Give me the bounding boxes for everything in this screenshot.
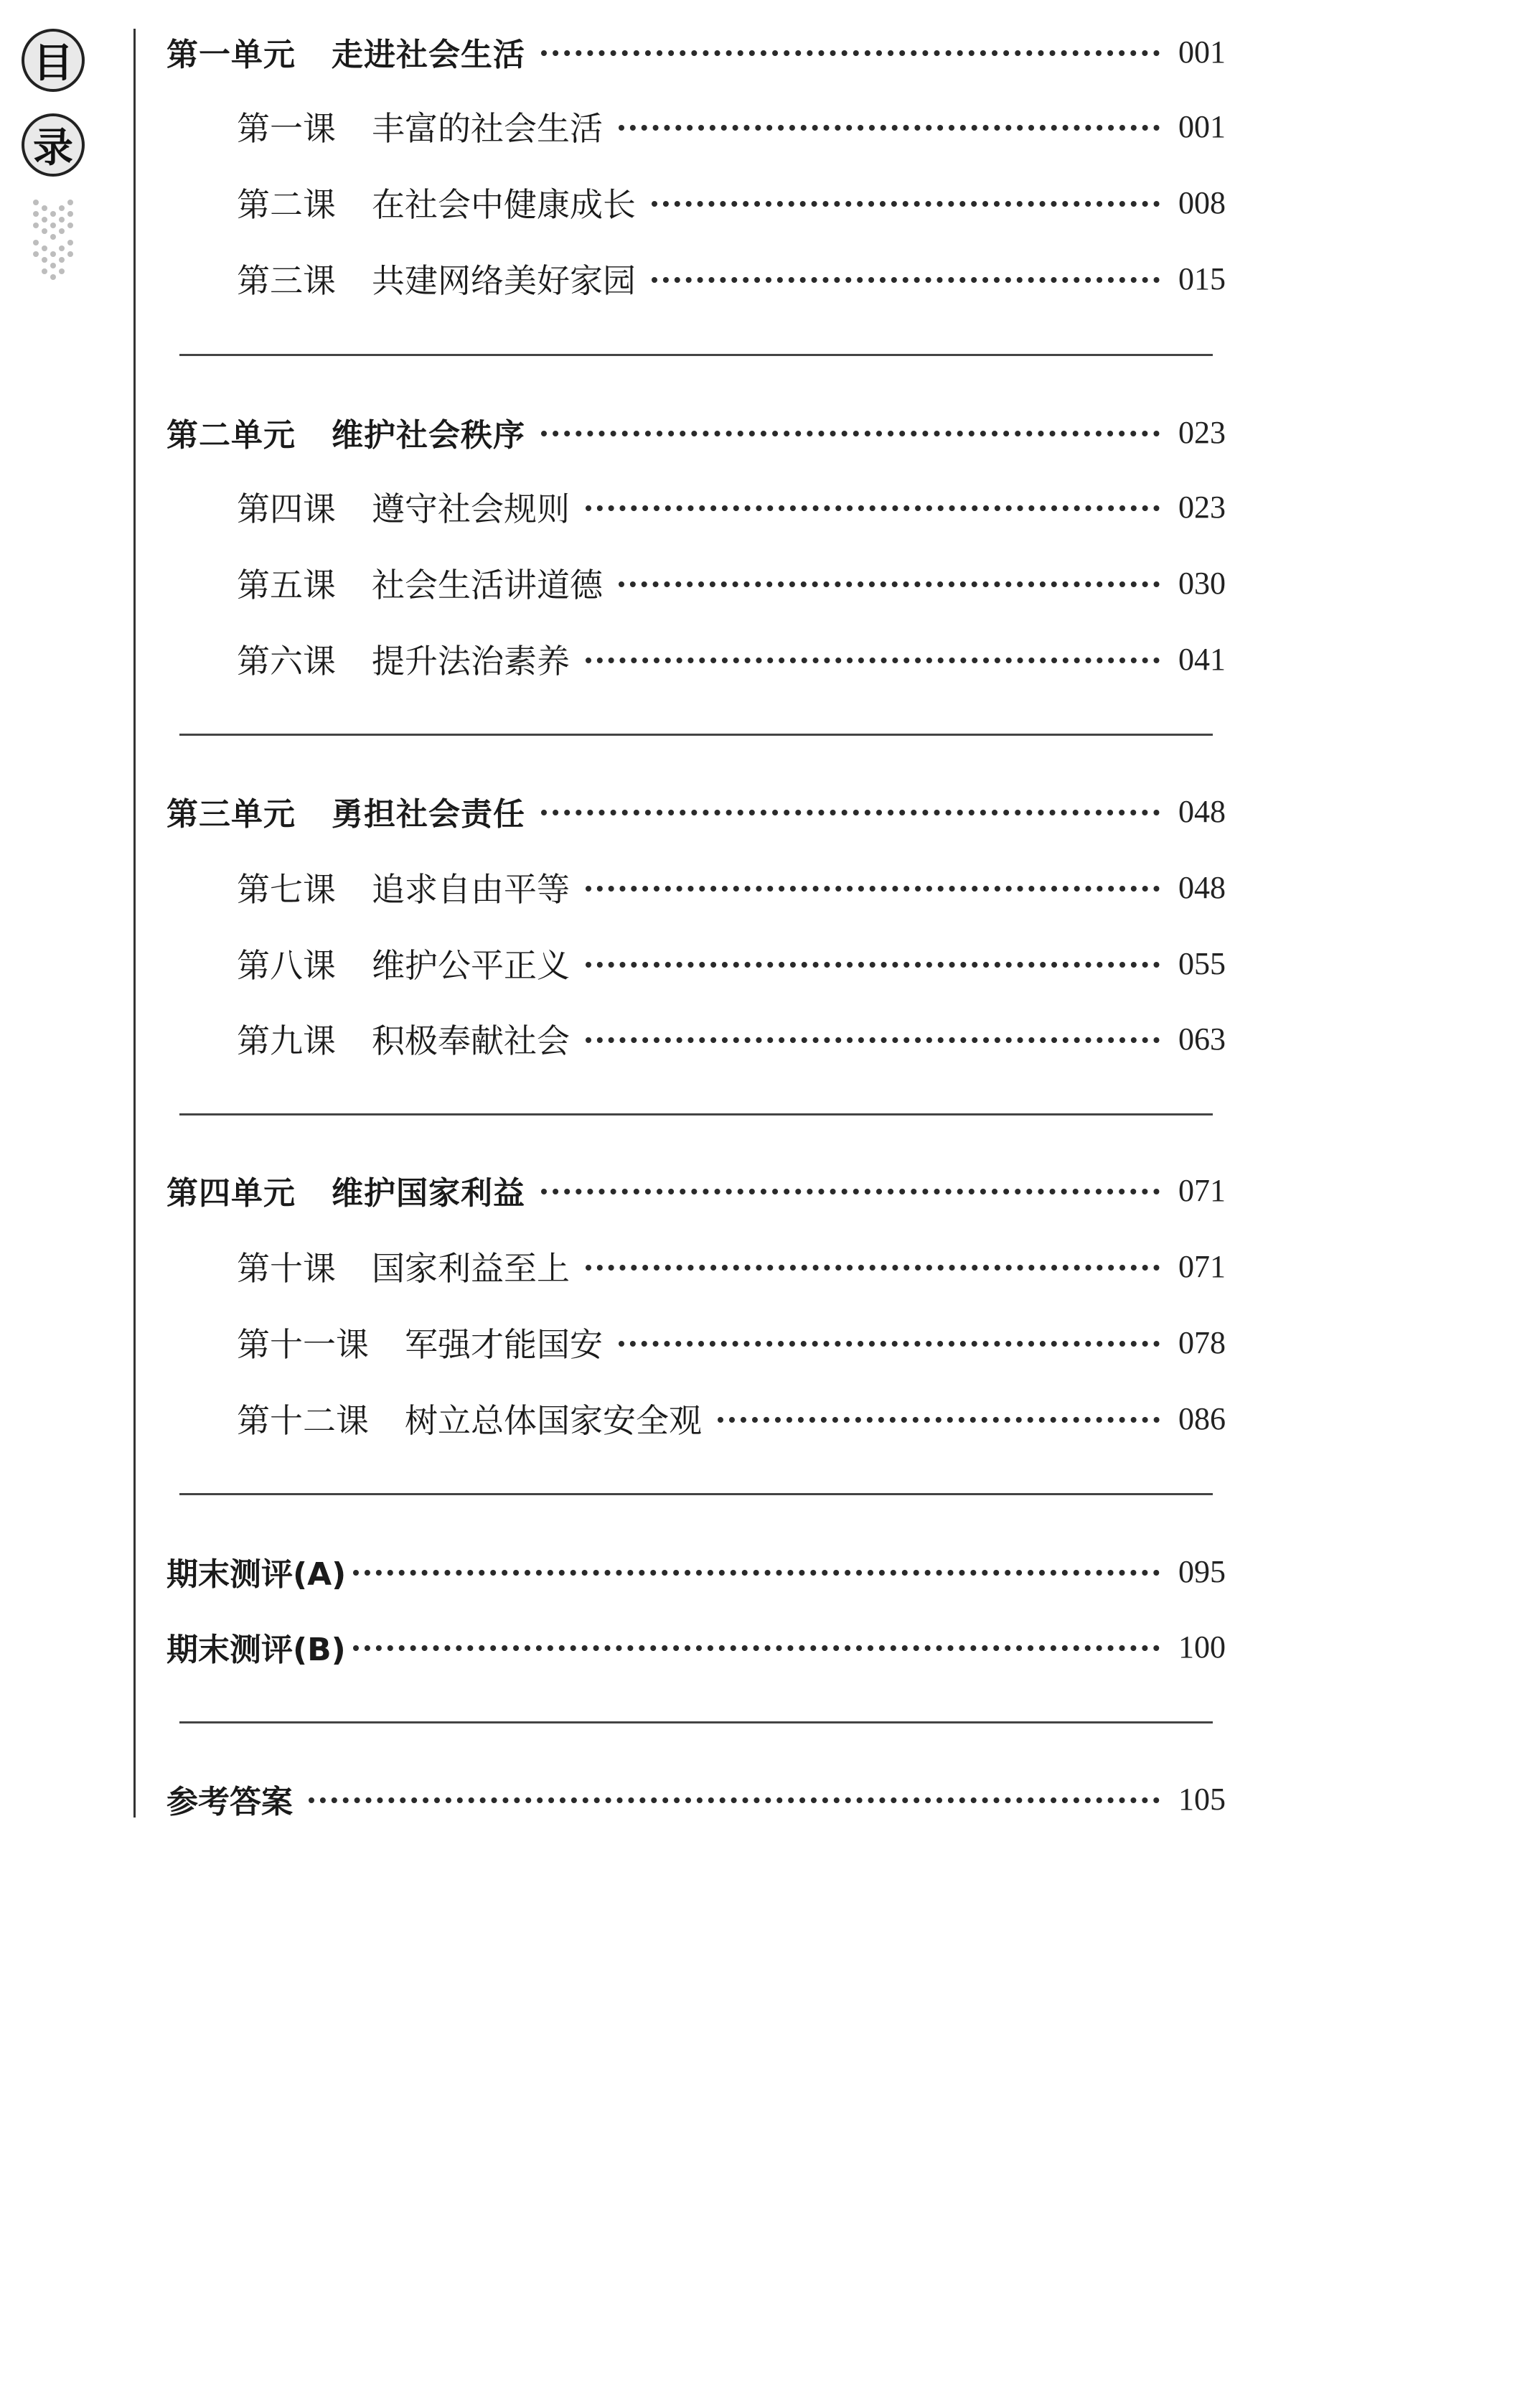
page-number: 030 [1178, 565, 1226, 601]
toc-unit-2[interactable] [166, 406, 1236, 458]
lesson-label: 第十课 国家利益至上 [237, 1249, 570, 1288]
dot-leader [586, 962, 1160, 968]
exam-label: 期末测评(A) [166, 1556, 347, 1593]
dot-leader [586, 658, 1160, 663]
page-number: 001 [1178, 108, 1226, 144]
unit-label: 第四单元 维护国家利益 [166, 1175, 525, 1212]
dot-leader [652, 277, 1160, 283]
toc-lesson-9[interactable] [237, 1013, 1236, 1065]
toc-unit-1[interactable] [166, 26, 1236, 78]
chevron-pattern-icon [32, 198, 75, 284]
page-number: 041 [1178, 641, 1226, 677]
vertical-rule [133, 29, 136, 1818]
unit-label: 第二单元 维护社会秩序 [166, 417, 525, 454]
page-number: 086 [1178, 1400, 1226, 1436]
section-divider [179, 734, 1213, 736]
page-number: 078 [1178, 1324, 1226, 1360]
toc-lesson-6[interactable] [237, 633, 1236, 685]
dot-leader [353, 1645, 1160, 1651]
page-number: 105 [1178, 1781, 1226, 1817]
page-number: 071 [1178, 1172, 1226, 1208]
toc-lesson-5[interactable] [237, 557, 1236, 609]
unit-label: 第三单元 勇担社会责任 [166, 796, 525, 833]
unit-label: 第一单元 走进社会生活 [166, 37, 525, 73]
side-char-mu: 目 [22, 29, 85, 92]
toc-lesson-1[interactable] [237, 100, 1236, 152]
toc-exam-b[interactable] [166, 1621, 1236, 1673]
answers-label: 参考答案 [166, 1784, 293, 1820]
lesson-label: 第四课 遵守社会规则 [237, 490, 570, 528]
page-number: 055 [1178, 945, 1226, 981]
page-number: 048 [1178, 793, 1226, 829]
section-divider [179, 1493, 1213, 1495]
toc-lesson-8[interactable] [237, 937, 1236, 989]
lesson-label: 第八课 维护公平正义 [237, 946, 570, 985]
page-number: 048 [1178, 869, 1226, 905]
page-number: 095 [1178, 1553, 1226, 1589]
toc-lesson-2[interactable] [237, 177, 1236, 228]
toc-unit-3[interactable] [166, 785, 1236, 837]
dot-leader [619, 1341, 1160, 1347]
toc-lesson-7[interactable] [237, 861, 1236, 913]
lesson-label: 第三课 共建网络美好家园 [237, 261, 636, 300]
dot-leader [586, 505, 1160, 511]
dot-leader [541, 1189, 1160, 1194]
dot-leader [619, 581, 1160, 587]
dot-leader [541, 810, 1160, 815]
section-divider [179, 1113, 1213, 1115]
page-number: 071 [1178, 1248, 1226, 1284]
dot-leader [619, 125, 1160, 131]
page-number: 001 [1178, 34, 1226, 70]
dot-leader [718, 1417, 1160, 1423]
page-number: 063 [1178, 1021, 1226, 1057]
toc-lesson-12[interactable] [237, 1393, 1236, 1444]
toc-unit-4[interactable] [166, 1164, 1236, 1216]
toc-exam-a[interactable] [166, 1545, 1236, 1597]
lesson-label: 第二课 在社会中健康成长 [237, 185, 636, 224]
section-divider [179, 1721, 1213, 1723]
dot-leader [541, 50, 1160, 56]
lesson-label: 第六课 提升法治素养 [237, 642, 570, 680]
lesson-label: 第五课 社会生活讲道德 [237, 566, 603, 604]
toc-lesson-10[interactable] [237, 1240, 1236, 1292]
dot-leader [586, 1037, 1160, 1043]
lesson-label: 第一课 丰富的社会生活 [237, 109, 603, 148]
page-number: 100 [1178, 1629, 1226, 1665]
dot-leader [541, 431, 1160, 436]
side-char-lu: 录 [22, 113, 85, 177]
side-title [22, 29, 93, 288]
page-number: 008 [1178, 184, 1226, 220]
toc-lesson-3[interactable] [237, 253, 1236, 304]
lesson-label: 第十二课 树立总体国家安全观 [237, 1401, 702, 1440]
dot-leader [652, 201, 1160, 207]
exam-label: 期末测评(B) [166, 1632, 346, 1668]
page-number: 023 [1178, 489, 1226, 525]
page-number: 015 [1178, 261, 1226, 296]
lesson-label: 第九课 积极奉献社会 [237, 1021, 570, 1060]
lesson-label: 第七课 追求自由平等 [237, 870, 570, 909]
section-divider [179, 354, 1213, 356]
dot-leader [586, 886, 1160, 892]
page-number: 023 [1178, 414, 1226, 450]
dot-leader [353, 1570, 1160, 1576]
lesson-label: 第十一课 军强才能国安 [237, 1325, 603, 1364]
toc-lesson-4[interactable] [237, 481, 1236, 533]
dot-leader [309, 1797, 1160, 1803]
toc-lesson-11[interactable] [237, 1316, 1236, 1368]
toc-answers[interactable] [166, 1773, 1236, 1825]
dot-leader [586, 1265, 1160, 1271]
